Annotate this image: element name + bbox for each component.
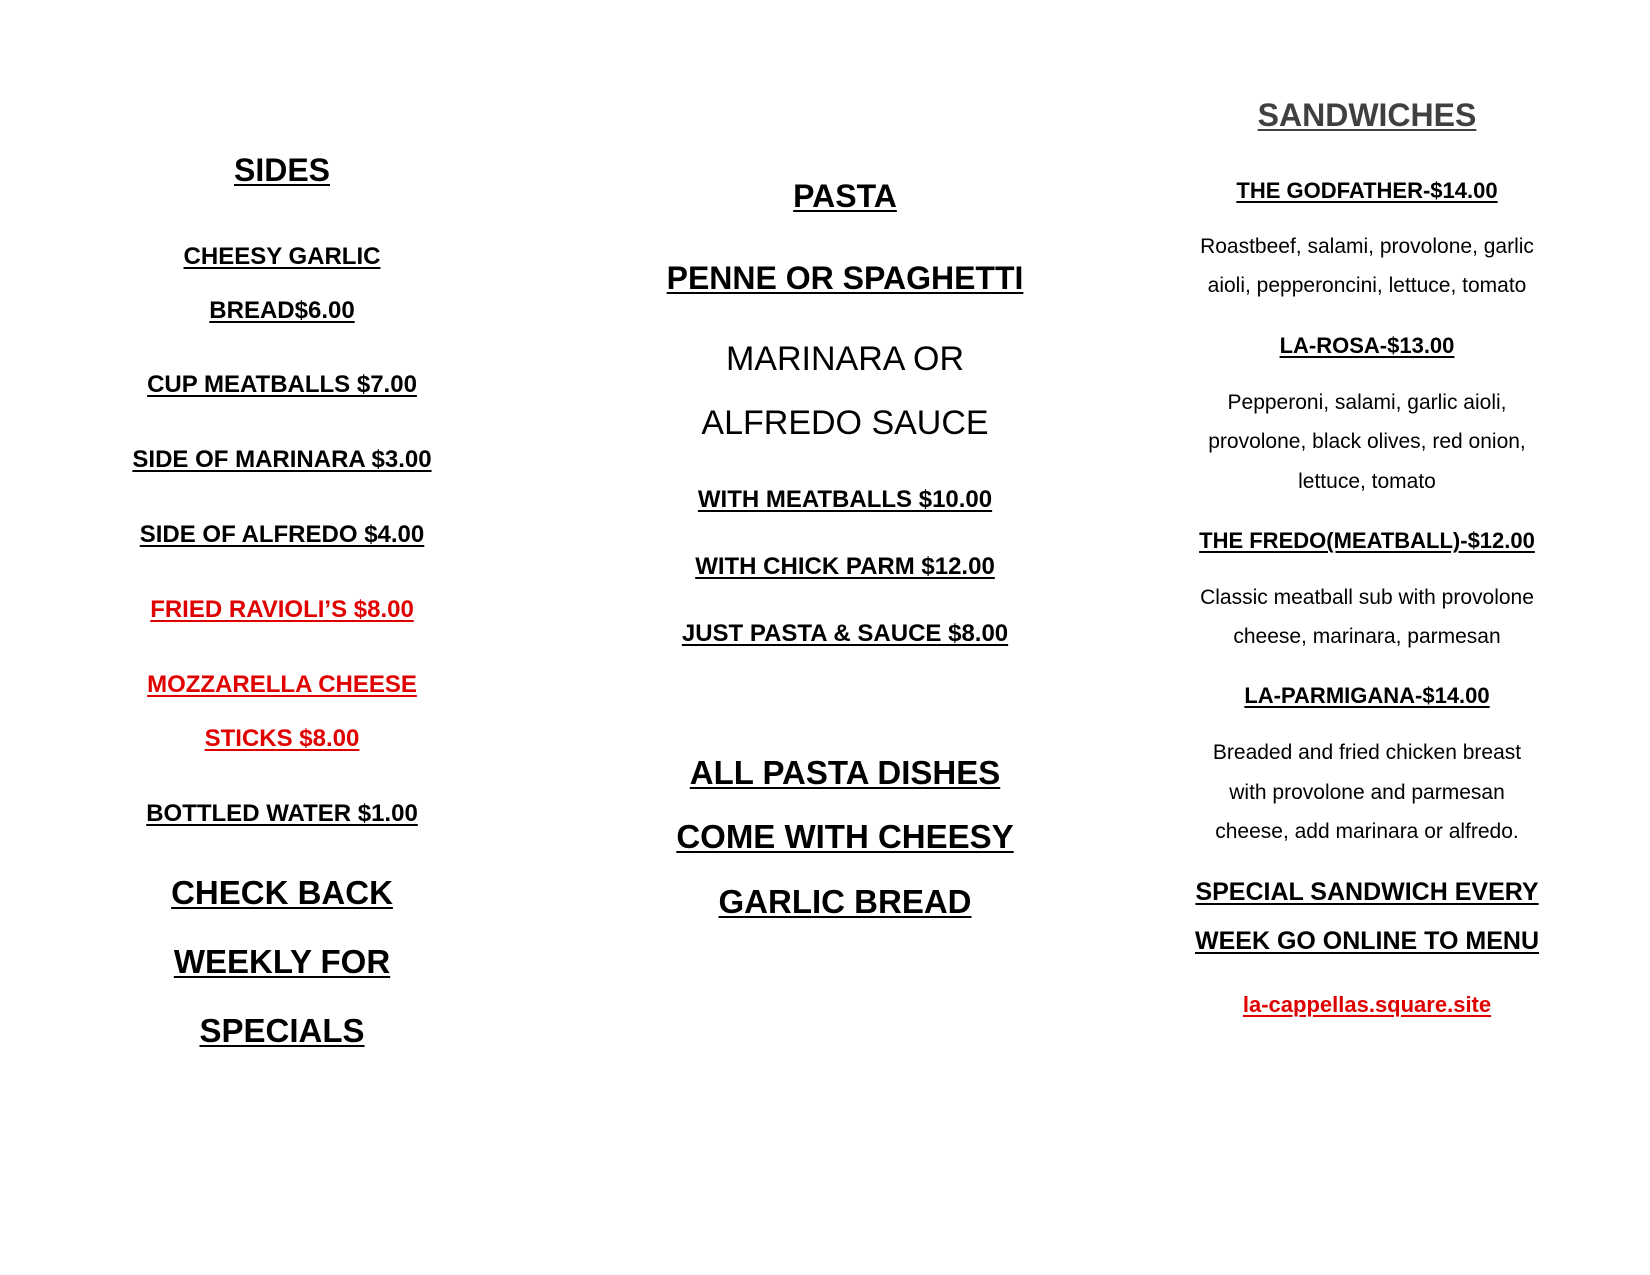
- sandwich-desc: cheese, add marinara or alfredo.: [1215, 820, 1519, 843]
- side-item-highlight: STICKS $8.00: [204, 725, 360, 752]
- pasta-subheading: PENNE OR SPAGHETTI: [666, 260, 1024, 296]
- side-item-highlight: FRIED RAVIOLI’S $8.00: [150, 596, 414, 623]
- pasta-note: GARLIC BREAD: [718, 883, 972, 920]
- specials-note: WEEKLY FOR: [173, 943, 391, 980]
- sauce-line: MARINARA OR: [725, 340, 965, 378]
- pasta-option: WITH CHICK PARM $12.00: [695, 553, 995, 580]
- side-item: SIDE OF MARINARA $3.00: [132, 446, 432, 473]
- sides-heading: SIDES: [233, 152, 331, 188]
- sandwich-desc: Roastbeef, salami, provolone, garlic: [1200, 235, 1534, 258]
- sandwich-desc: cheese, marinara, parmesan: [1233, 625, 1501, 648]
- sandwich-title: THE FREDO(MEATBALL)-$12.00: [1199, 528, 1535, 553]
- menu-website-link[interactable]: la-cappellas.square.site: [1242, 992, 1492, 1017]
- sandwich-special-note: WEEK GO ONLINE TO MENU: [1195, 927, 1539, 955]
- sandwich-desc: aioli, pepperoncini, lettuce, tomato: [1207, 274, 1527, 297]
- pasta-option: JUST PASTA & SAUCE $8.00: [681, 620, 1009, 647]
- side-item: SIDE OF ALFREDO $4.00: [139, 521, 425, 548]
- sandwich-desc: Pepperoni, salami, garlic aioli,: [1227, 391, 1507, 414]
- sandwich-desc: with provolone and parmesan: [1229, 781, 1505, 804]
- sandwich-desc: lettuce, tomato: [1298, 470, 1436, 493]
- specials-note: SPECIALS: [199, 1012, 365, 1049]
- side-item: CUP MEATBALLS $7.00: [147, 371, 417, 398]
- sandwich-desc: Breaded and fried chicken breast: [1212, 741, 1522, 764]
- sandwich-desc: provolone, black olives, red onion,: [1208, 430, 1526, 453]
- sandwich-title: LA-PARMIGANA-$14.00: [1244, 683, 1490, 708]
- pasta-note: COME WITH CHEESY: [676, 818, 1014, 855]
- sandwich-special-note: SPECIAL SANDWICH EVERY: [1195, 878, 1539, 906]
- specials-note: CHECK BACK: [171, 874, 393, 911]
- sandwich-desc: Classic meatball sub with provolone: [1200, 586, 1534, 609]
- side-item-highlight: MOZZARELLA CHEESE: [147, 671, 417, 698]
- sandwiches-heading: SANDWICHES: [1257, 97, 1477, 133]
- sandwich-title: THE GODFATHER-$14.00: [1236, 178, 1498, 203]
- pasta-note: ALL PASTA DISHES: [689, 754, 1001, 791]
- sandwich-title: LA-ROSA-$13.00: [1279, 333, 1455, 358]
- side-item: BOTTLED WATER $1.00: [146, 800, 418, 827]
- sauce-line: ALFREDO SAUCE: [701, 404, 989, 442]
- side-item: BREAD$6.00: [209, 297, 355, 324]
- pasta-option: WITH MEATBALLS $10.00: [697, 486, 993, 513]
- pasta-heading: PASTA: [793, 178, 897, 214]
- side-item: CHEESY GARLIC: [183, 243, 381, 270]
